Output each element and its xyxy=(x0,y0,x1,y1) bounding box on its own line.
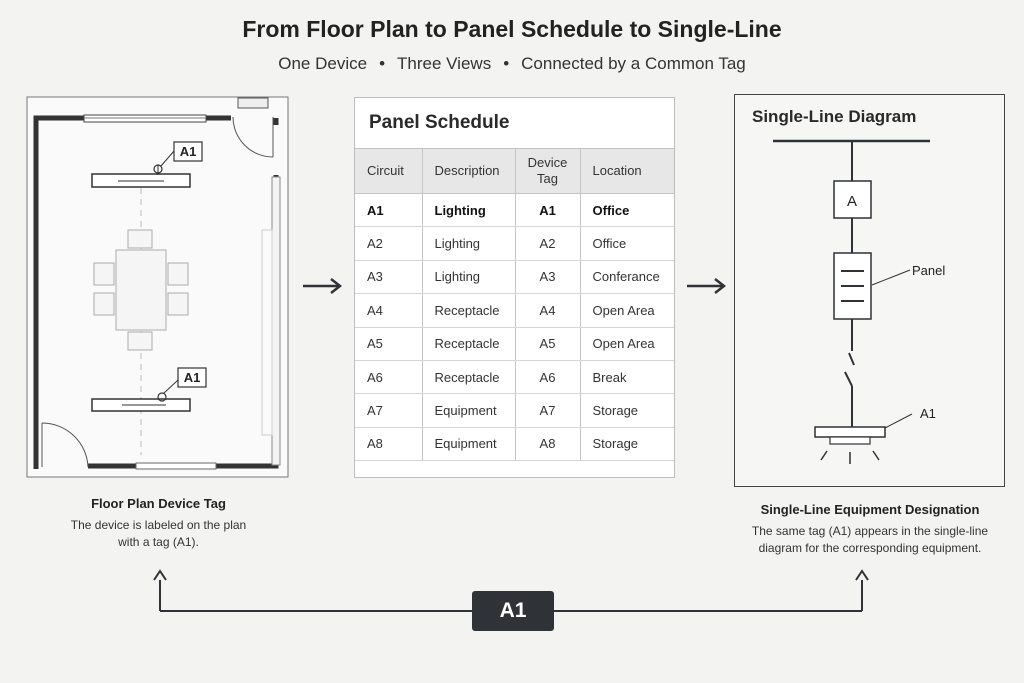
breaker-box-label: A xyxy=(846,193,858,210)
cell-circuit: A6 xyxy=(355,360,422,393)
arrow-right-icon xyxy=(684,276,730,296)
cell-device-tag: A8 xyxy=(515,427,580,460)
table-row xyxy=(355,260,674,293)
device-tag-header-line2: Tag xyxy=(537,171,558,186)
tag-label-upper: A1 xyxy=(179,144,197,159)
cell-description: Receptacle xyxy=(422,360,515,393)
cell-description: Equipment xyxy=(422,394,515,427)
cell-location: Storage xyxy=(580,427,674,460)
single-line-diagram xyxy=(734,94,1005,487)
cell-circuit: A1 xyxy=(355,194,422,227)
cell-location: Storage xyxy=(580,394,674,427)
column-header-location: Location xyxy=(580,149,674,194)
cell-circuit: A5 xyxy=(355,327,422,360)
equipment-tag-label: A1 xyxy=(920,406,936,421)
cell-location: Open Area xyxy=(580,294,674,327)
table-row xyxy=(355,427,674,460)
table-row xyxy=(355,360,674,393)
subtitle-part-2: Three Views xyxy=(397,54,492,73)
single-line-title: Single-Line Diagram xyxy=(752,107,917,126)
cell-description: Lighting xyxy=(422,260,515,293)
tag-label-lower: A1 xyxy=(183,370,201,385)
table-row xyxy=(355,294,674,327)
cell-device-tag: A4 xyxy=(515,294,580,327)
column-header-circuit: Circuit xyxy=(355,149,422,194)
floor-plan-caption-title: Floor Plan Device Tag xyxy=(91,496,226,511)
equipment-fixture xyxy=(815,427,885,437)
table-row xyxy=(355,194,674,227)
subtitle-part-1: One Device xyxy=(278,54,368,73)
cell-device-tag: A2 xyxy=(515,227,580,260)
cell-device-tag: A1 xyxy=(515,194,580,227)
page-title: From Floor Plan to Panel Schedule to Single-Line xyxy=(242,16,782,42)
panel-label: Panel xyxy=(912,263,946,278)
arrow-right-icon xyxy=(300,276,346,296)
cell-device-tag: A5 xyxy=(515,327,580,360)
table-header-row xyxy=(355,149,674,194)
cell-device-tag: A7 xyxy=(515,394,580,427)
cell-device-tag: A6 xyxy=(515,360,580,393)
single-line-caption-text xyxy=(720,523,1020,557)
cell-device-tag: A3 xyxy=(515,260,580,293)
cell-location: Break xyxy=(580,360,674,393)
page-subtitle xyxy=(0,54,1024,74)
column-header-device-tag xyxy=(515,149,580,194)
cell-description: Receptacle xyxy=(422,294,515,327)
cell-description: Equipment xyxy=(422,427,515,460)
cell-location: Office xyxy=(580,227,674,260)
panel-schedule-title: Panel Schedule xyxy=(369,112,510,133)
floor-plan-caption-line1: The device is labeled on the plan xyxy=(70,518,247,532)
device-tag-header-line1: Device xyxy=(527,155,568,170)
cell-circuit: A7 xyxy=(355,394,422,427)
floor-plan-drawing xyxy=(26,95,291,480)
floor-plan-caption-line2: with a tag (A1). xyxy=(118,535,199,549)
cell-circuit: A8 xyxy=(355,427,422,460)
cell-location: Conferance xyxy=(580,260,674,293)
table-row xyxy=(355,227,674,260)
common-tag-badge: A1 xyxy=(472,591,554,631)
subtitle-separator-1: • xyxy=(379,54,386,73)
single-line-drawing xyxy=(735,95,1004,486)
column-header-description: Description xyxy=(422,149,515,194)
switch-blade-lower xyxy=(845,372,852,386)
panel-schedule-table xyxy=(355,148,674,461)
arrow-up-icon xyxy=(154,571,166,580)
cell-location: Office xyxy=(580,194,674,227)
arrow-up-icon xyxy=(856,571,868,580)
subtitle-separator-2: • xyxy=(503,54,510,73)
subtitle-part-3: Connected by a Common Tag xyxy=(521,54,746,73)
cell-description: Lighting xyxy=(422,227,515,260)
switch-blade-upper xyxy=(849,353,854,365)
cell-circuit: A3 xyxy=(355,260,422,293)
cell-description: Receptacle xyxy=(422,327,515,360)
panel-schedule xyxy=(354,97,675,478)
cell-circuit: A4 xyxy=(355,294,422,327)
single-line-caption-line2: diagram for the corresponding equipment. xyxy=(758,541,982,555)
table-row xyxy=(355,327,674,360)
floor-plan-caption-text xyxy=(26,517,291,551)
cell-location: Open Area xyxy=(580,327,674,360)
single-line-caption-title: Single-Line Equipment Designation xyxy=(760,502,980,517)
single-line-caption-line1: The same tag (A1) appears in the single-line xyxy=(751,524,989,538)
cell-description: Lighting xyxy=(422,194,515,227)
table-row xyxy=(355,394,674,427)
cell-circuit: A2 xyxy=(355,227,422,260)
